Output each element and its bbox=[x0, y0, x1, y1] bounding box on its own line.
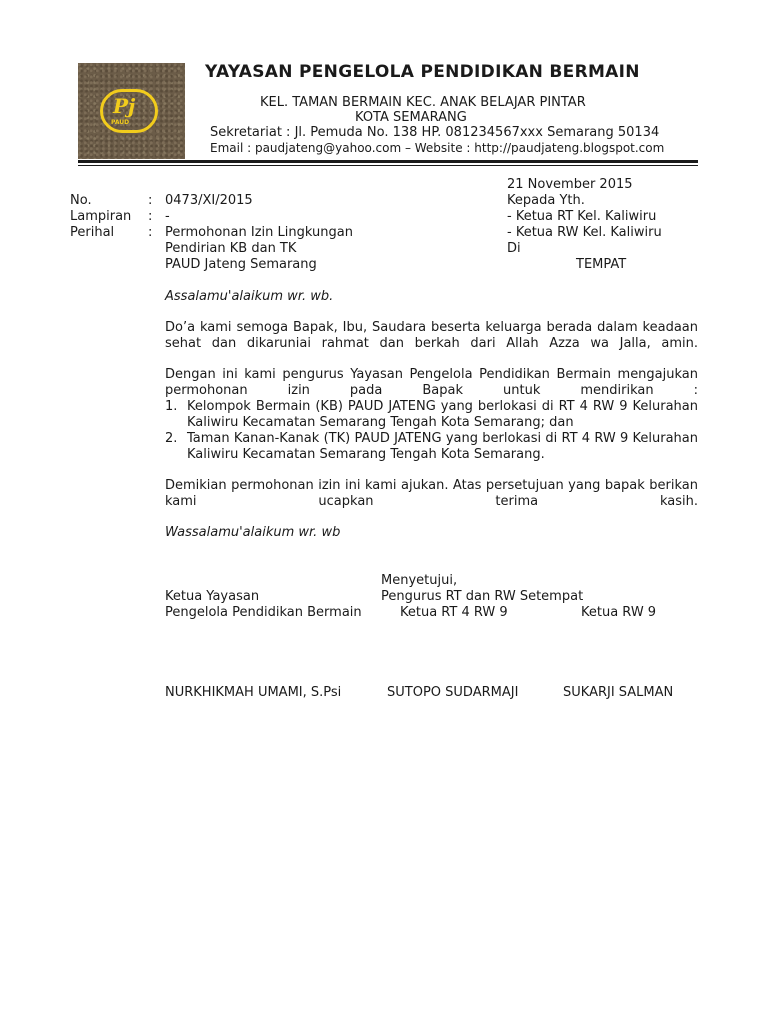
paragraph-request: Dengan ini kami pengurus Yayasan Pengelola Pendidikan Bermain mengajukan permohonan izin pada Bapak untuk mendirikan : bbox=[165, 367, 698, 398]
perihal-line: Pendirian KB dan TK bbox=[165, 241, 297, 256]
perihal-colon: : bbox=[148, 225, 153, 240]
approval-label: Menyetujui, bbox=[381, 573, 458, 588]
recipient-line: - Ketua RT Kel. Kaliwiru bbox=[507, 209, 657, 224]
paragraph-opening: Do’a kami semoga Bapak, Ibu, Saudara beserta keluarga berada dalam keadaan sehat dan dikaruniai rahmat dan berkah dari Allah Azza wa Jalla, amin. bbox=[165, 320, 698, 351]
logo-subtext: PAUD bbox=[111, 119, 130, 126]
rt-signer-name: SUTOPO SUDARMAJI bbox=[387, 685, 519, 700]
paragraph-closing: Demikian permohonan izin ini kami ajukan. Atas persetujuan yang bapak berikan kami ucapkan terima kasih. bbox=[165, 478, 698, 509]
foundation-logo bbox=[78, 63, 185, 159]
recipient-line: Di bbox=[507, 241, 521, 256]
logo-badge bbox=[100, 89, 158, 133]
org-name: YAYASAN PENGELOLA PENDIDIKAN BERMAIN bbox=[205, 62, 640, 82]
greeting: Assalamu'alaikum wr. wb. bbox=[165, 289, 334, 304]
no-value: 0473/XI/2015 bbox=[165, 193, 253, 208]
left-signer-title: Ketua Yayasan bbox=[165, 589, 260, 604]
left-signer-org: Pengelola Pendidikan Bermain bbox=[165, 605, 362, 620]
recipient-line: - Ketua RW Kel. Kaliwiru bbox=[507, 225, 662, 240]
lampiran-value: - bbox=[165, 209, 170, 224]
org-city: KOTA SEMARANG bbox=[355, 110, 467, 125]
rw-signer-name: SUKARJI SALMAN bbox=[563, 685, 674, 700]
list-text: Kelompok Bermain (KB) PAUD JATENG yang berlokasi di RT 4 RW 9 Kelurahan Kaliwiru Kecamatan Semarang Tengah Kota Semarang; dan bbox=[187, 399, 698, 430]
no-colon: : bbox=[148, 193, 153, 208]
lampiran-colon: : bbox=[148, 209, 153, 224]
letter-date: 21 November 2015 bbox=[507, 177, 633, 192]
org-address-line: KEL. TAMAN BERMAIN KEC. ANAK BELAJAR PINTAR bbox=[260, 95, 586, 110]
left-signer-name: NURKHIKMAH UMAMI, S.Psi bbox=[165, 685, 342, 700]
logo-initials: Pj bbox=[113, 94, 136, 118]
rw-signer-title: Ketua RW 9 bbox=[581, 605, 657, 620]
recipient-line: Kepada Yth. bbox=[507, 193, 585, 208]
org-contact: Email : paudjateng@yahoo.com – Website : http://paudjateng.blogspot.com bbox=[210, 141, 665, 155]
no-label: No. bbox=[70, 193, 92, 208]
header-rule-thick bbox=[78, 160, 698, 163]
list-number: 2. bbox=[165, 431, 178, 446]
header-rule-thin bbox=[78, 165, 698, 166]
recipient-place: TEMPAT bbox=[576, 257, 627, 272]
perihal-line: Permohonan Izin Lingkungan bbox=[165, 225, 353, 240]
org-secretariat: Sekretariat : Jl. Pemuda No. 138 HP. 081234567xxx Semarang 50134 bbox=[210, 125, 660, 140]
list-number: 1. bbox=[165, 399, 178, 414]
perihal-line: PAUD Jateng Semarang bbox=[165, 257, 317, 272]
rt-signer-title: Ketua RT 4 RW 9 bbox=[400, 605, 508, 620]
perihal-label: Perihal bbox=[70, 225, 115, 240]
list-text: Taman Kanan-Kanak (TK) PAUD JATENG yang berlokasi di RT 4 RW 9 Kelurahan Kaliwiru Kecamatan Semarang Tengah Kota Semarang. bbox=[187, 431, 698, 462]
approver-title: Pengurus RT dan RW Setempat bbox=[381, 589, 584, 604]
lampiran-label: Lampiran bbox=[70, 209, 132, 224]
closing-salutation: Wassalamu'alaikum wr. wb bbox=[165, 525, 341, 540]
